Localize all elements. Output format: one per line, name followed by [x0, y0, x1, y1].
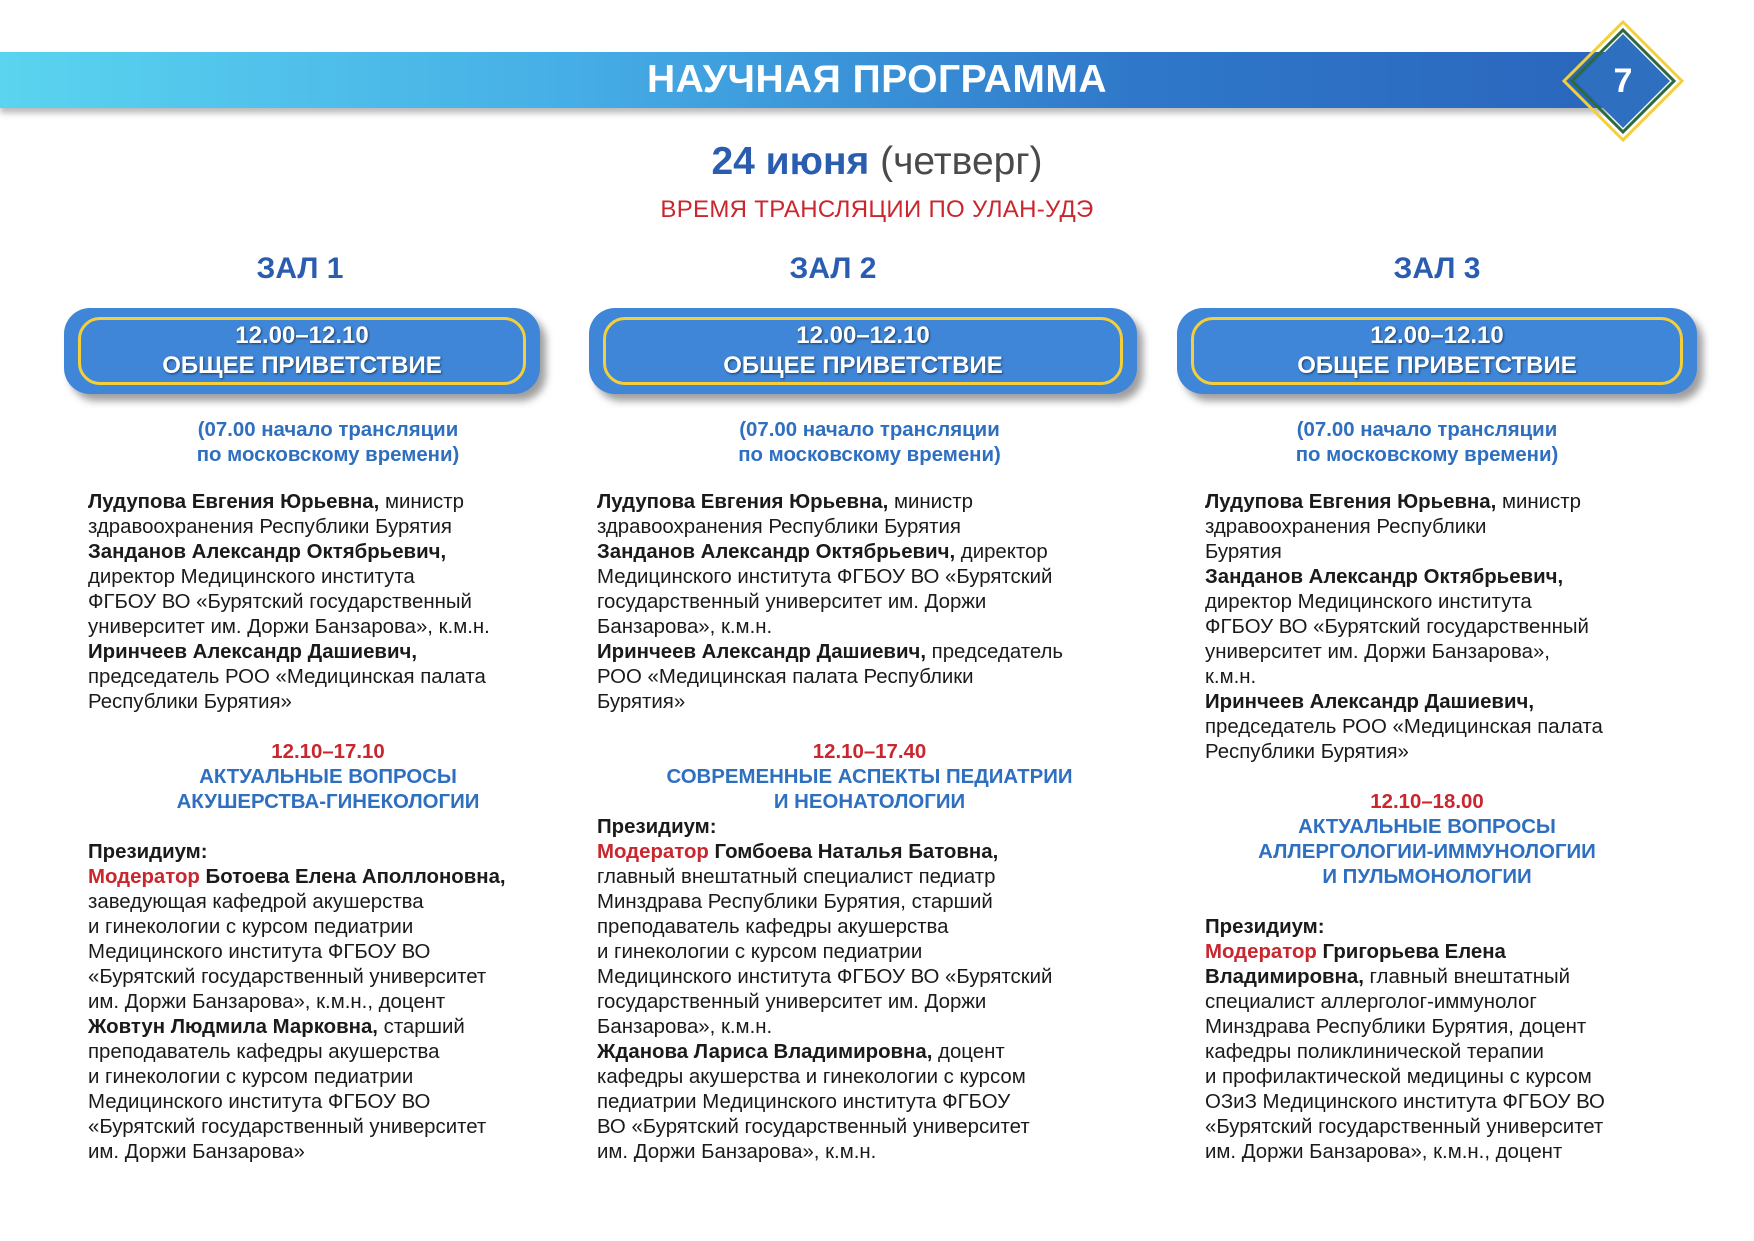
- speaker-role: им. Доржи Банзарова», к.м.н., доцент: [1205, 1141, 1563, 1163]
- speaker-role: РОО «Медицинская палата Республики: [597, 666, 974, 688]
- speaker-role: Медицинского института ФГБОУ ВО «Бурятский: [597, 966, 1053, 988]
- moderator-label: Модератор: [597, 841, 709, 863]
- speaker-role: председатель РОО «Медицинская палата: [88, 666, 486, 688]
- speaker-role: ФГБОУ ВО «Бурятский государственный: [1205, 616, 1589, 638]
- moderator-label: Модератор: [1205, 941, 1317, 963]
- speaker-line: [88, 490, 568, 515]
- speaker-role: ОЗиЗ Медицинского института ФГБОУ ВО: [1205, 1091, 1605, 1113]
- date-day: 24 июня: [711, 140, 870, 183]
- speaker-name: Занданов Александр Октябрьевич,: [88, 541, 447, 563]
- speaker-role: «Бурятский государственный университет: [88, 1116, 487, 1138]
- speaker-role: кафедры акушерства и гинекологии с курсом: [597, 1066, 1026, 1088]
- speaker-role: Медицинского института ФГБОУ ВО: [88, 941, 431, 963]
- speaker-name: Иринчеев Александр Дашиевич,: [1205, 691, 1534, 713]
- speaker-line: [88, 1015, 568, 1040]
- session-title: АКУШЕРСТВА-ГИНЕКОЛОГИИ: [176, 791, 480, 813]
- welcome-time: 12.00–12.10: [1370, 322, 1504, 349]
- stream-note-line: (07.00 начало трансляции: [1296, 419, 1558, 441]
- session-title: И ПУЛЬМОНОЛОГИИ: [1322, 866, 1532, 888]
- stream-note: [88, 418, 568, 468]
- speaker-line: [1205, 490, 1705, 515]
- page-number: 7: [1613, 62, 1633, 100]
- speaker-line: [597, 490, 1142, 515]
- speaker-role: и гинекологии с курсом педиатрии: [88, 916, 414, 938]
- stream-note-line: (07.00 начало трансляции: [739, 419, 1000, 441]
- speaker-line: [597, 540, 1142, 565]
- speaker-role: здравоохранения Республики: [1205, 516, 1487, 538]
- speaker-role: университет им. Доржи Банзарова»,: [1205, 641, 1550, 663]
- speaker-role: Минздрава Республики Бурятия, доцент: [1205, 1016, 1587, 1038]
- moderator-line: [597, 840, 1142, 865]
- speaker-role: министр: [888, 491, 973, 513]
- moderator-label: Модератор: [88, 866, 200, 888]
- presidium-label: Президиум:: [597, 816, 717, 838]
- speaker-name: Лудупова Евгения Юрьевна,: [88, 491, 380, 513]
- hall-2-welcome-block: [589, 308, 1137, 394]
- session-title: И НЕОНАТОЛОГИИ: [773, 791, 966, 813]
- welcome-title: ОБЩЕЕ ПРИВЕТСТВИЕ: [1297, 352, 1577, 379]
- speaker-role: Республики Бурятия»: [1205, 741, 1409, 763]
- speaker-name: Иринчеев Александр Дашиевич,: [88, 641, 417, 663]
- speaker-role: им. Доржи Банзарова»: [88, 1141, 305, 1163]
- session-time: 12.10–17.10: [271, 741, 385, 763]
- speaker-role: «Бурятский государственный университет: [1205, 1116, 1604, 1138]
- stream-note: [597, 418, 1142, 468]
- moderator-line: [88, 865, 568, 890]
- speaker-name: Жовтун Людмила Марковна,: [88, 1016, 378, 1038]
- speaker-role: Республики Бурятия»: [88, 691, 292, 713]
- moderator-line: [1205, 940, 1705, 965]
- speaker-name: Занданов Александр Октябрьевич,: [597, 541, 956, 563]
- hall-1-title: ЗАЛ 1: [256, 252, 344, 285]
- welcome-time: 12.00–12.10: [796, 322, 930, 349]
- speaker-role: старший: [377, 1016, 465, 1038]
- session-time: 12.10–17.40: [812, 741, 927, 763]
- session-title: АЛЛЕРГОЛОГИИ-ИММУНОЛОГИИ: [1258, 841, 1596, 863]
- session-title: СОВРЕМЕННЫЕ АСПЕКТЫ ПЕДИАТРИИ: [666, 766, 1073, 788]
- speaker-role: главный внештатный специалист педиатр: [597, 866, 996, 888]
- speaker-role: кафедры поликлинической терапии: [1205, 1041, 1544, 1063]
- speaker-role: им. Доржи Банзарова», к.м.н.: [597, 1141, 877, 1163]
- speaker-name: Лудупова Евгения Юрьевна,: [597, 491, 889, 513]
- speaker-line: [597, 1040, 1142, 1065]
- speaker-name: Ботоева Елена Аполлоновна,: [199, 866, 506, 888]
- session-title: АКТУАЛЬНЫЕ ВОПРОСЫ: [1298, 816, 1556, 838]
- speaker-role: министр: [379, 491, 464, 513]
- speaker-role: специалист аллерголог-иммунолог: [1205, 991, 1537, 1013]
- timezone-note: ВРЕМЯ ТРАНСЛЯЦИИ ПО УЛАН-УДЭ: [660, 196, 1094, 223]
- hall-3-welcome-block: [1177, 308, 1697, 394]
- speaker-role: и профилактической медицины с курсом: [1205, 1066, 1592, 1088]
- speaker-role: ФГБОУ ВО «Бурятский государственный: [88, 591, 472, 613]
- speaker-line: [1205, 965, 1705, 990]
- speaker-role: здравоохранения Республики Бурятия: [597, 516, 961, 538]
- presidium-label: Президиум:: [1205, 916, 1325, 938]
- speaker-role: Банзарова», к.м.н.: [597, 1016, 773, 1038]
- stream-note-line: по московскому времени): [1295, 444, 1559, 466]
- speaker-role: здравоохранения Республики Бурятия: [88, 516, 452, 538]
- welcome-time: 12.00–12.10: [235, 322, 369, 349]
- speaker-role: «Бурятский государственный университет: [88, 966, 487, 988]
- speaker-role: Бурятия»: [597, 691, 686, 713]
- speaker-role: Медицинского института ФГБОУ ВО «Бурятский: [597, 566, 1053, 588]
- session-time: 12.10–18.00: [1370, 791, 1484, 813]
- speaker-role: университет им. Доржи Банзарова», к.м.н.: [88, 616, 490, 638]
- page-title: НАУЧНАЯ ПРОГРАММА: [646, 58, 1108, 101]
- speaker-role: и гинекологии с курсом педиатрии: [88, 1066, 414, 1088]
- speaker-role: преподаватель кафедры акушерства: [88, 1041, 440, 1063]
- stream-note-line: по московскому времени): [738, 444, 1001, 466]
- speaker-role: председатель РОО «Медицинская палата: [1205, 716, 1603, 738]
- speaker-role: государственный университет им. Доржи: [597, 591, 987, 613]
- welcome-title: ОБЩЕЕ ПРИВЕТСТВИЕ: [723, 352, 1003, 379]
- speaker-name: Иринчеев Александр Дашиевич,: [597, 641, 926, 663]
- speaker-role: министр: [1496, 491, 1581, 513]
- speaker-role: Медицинского института ФГБОУ ВО: [88, 1091, 431, 1113]
- hall-2-column: [597, 418, 1142, 1165]
- speaker-role: Бурятия: [1205, 541, 1282, 563]
- speaker-name: Лудупова Евгения Юрьевна,: [1205, 491, 1497, 513]
- presidium-label: Президиум:: [88, 841, 208, 863]
- date-heading: [0, 140, 1754, 184]
- session-title: АКТУАЛЬНЫЕ ВОПРОСЫ: [199, 766, 457, 788]
- welcome-title: ОБЩЕЕ ПРИВЕТСТВИЕ: [162, 352, 442, 379]
- stream-note: [1177, 418, 1677, 468]
- hall-2-title: ЗАЛ 2: [789, 252, 877, 285]
- speaker-role: преподаватель кафедры акушерства: [597, 916, 949, 938]
- speaker-role: доцент: [932, 1041, 1005, 1063]
- speaker-role: директор: [955, 541, 1048, 563]
- speaker-role: и гинекологии с курсом педиатрии: [597, 941, 923, 963]
- speaker-name: Гомбоева Наталья Батовна,: [708, 841, 999, 863]
- speaker-name: Владимировна,: [1205, 966, 1364, 988]
- speaker-name: Занданов Александр Октябрьевич,: [1205, 566, 1564, 588]
- speaker-role: директор Медицинского института: [1205, 591, 1532, 613]
- speaker-role: к.м.н.: [1205, 666, 1257, 688]
- hall-3-title: ЗАЛ 3: [1393, 252, 1481, 285]
- speaker-role: Банзарова», к.м.н.: [597, 616, 773, 638]
- stream-note-line: по московскому времени): [196, 444, 460, 466]
- speaker-role: заведующая кафедрой акушерства: [88, 891, 424, 913]
- speaker-name: Жданова Лариса Владимировна,: [597, 1041, 933, 1063]
- date-weekday: (четверг): [880, 140, 1043, 183]
- stream-note-line: (07.00 начало трансляции: [197, 419, 459, 441]
- hall-1-column: [88, 418, 568, 1165]
- speaker-role: ВО «Бурятский государственный университет: [597, 1116, 1030, 1138]
- speaker-role: директор Медицинского института: [88, 566, 415, 588]
- speaker-role: государственный университет им. Доржи: [597, 991, 987, 1013]
- speaker-role: главный внештатный: [1363, 966, 1571, 988]
- hall-1-welcome-block: [64, 308, 540, 394]
- speaker-role: им. Доржи Банзарова», к.м.н., доцент: [88, 991, 446, 1013]
- hall-3-column: [1205, 418, 1705, 1165]
- speaker-line: [597, 640, 1142, 665]
- speaker-role: педиатрии Медицинского института ФГБОУ: [597, 1091, 1011, 1113]
- speaker-role: Минздрава Республики Бурятия, старший: [597, 891, 993, 913]
- speaker-role: председатель: [926, 641, 1064, 663]
- speaker-name: Григорьева Елена: [1316, 941, 1506, 963]
